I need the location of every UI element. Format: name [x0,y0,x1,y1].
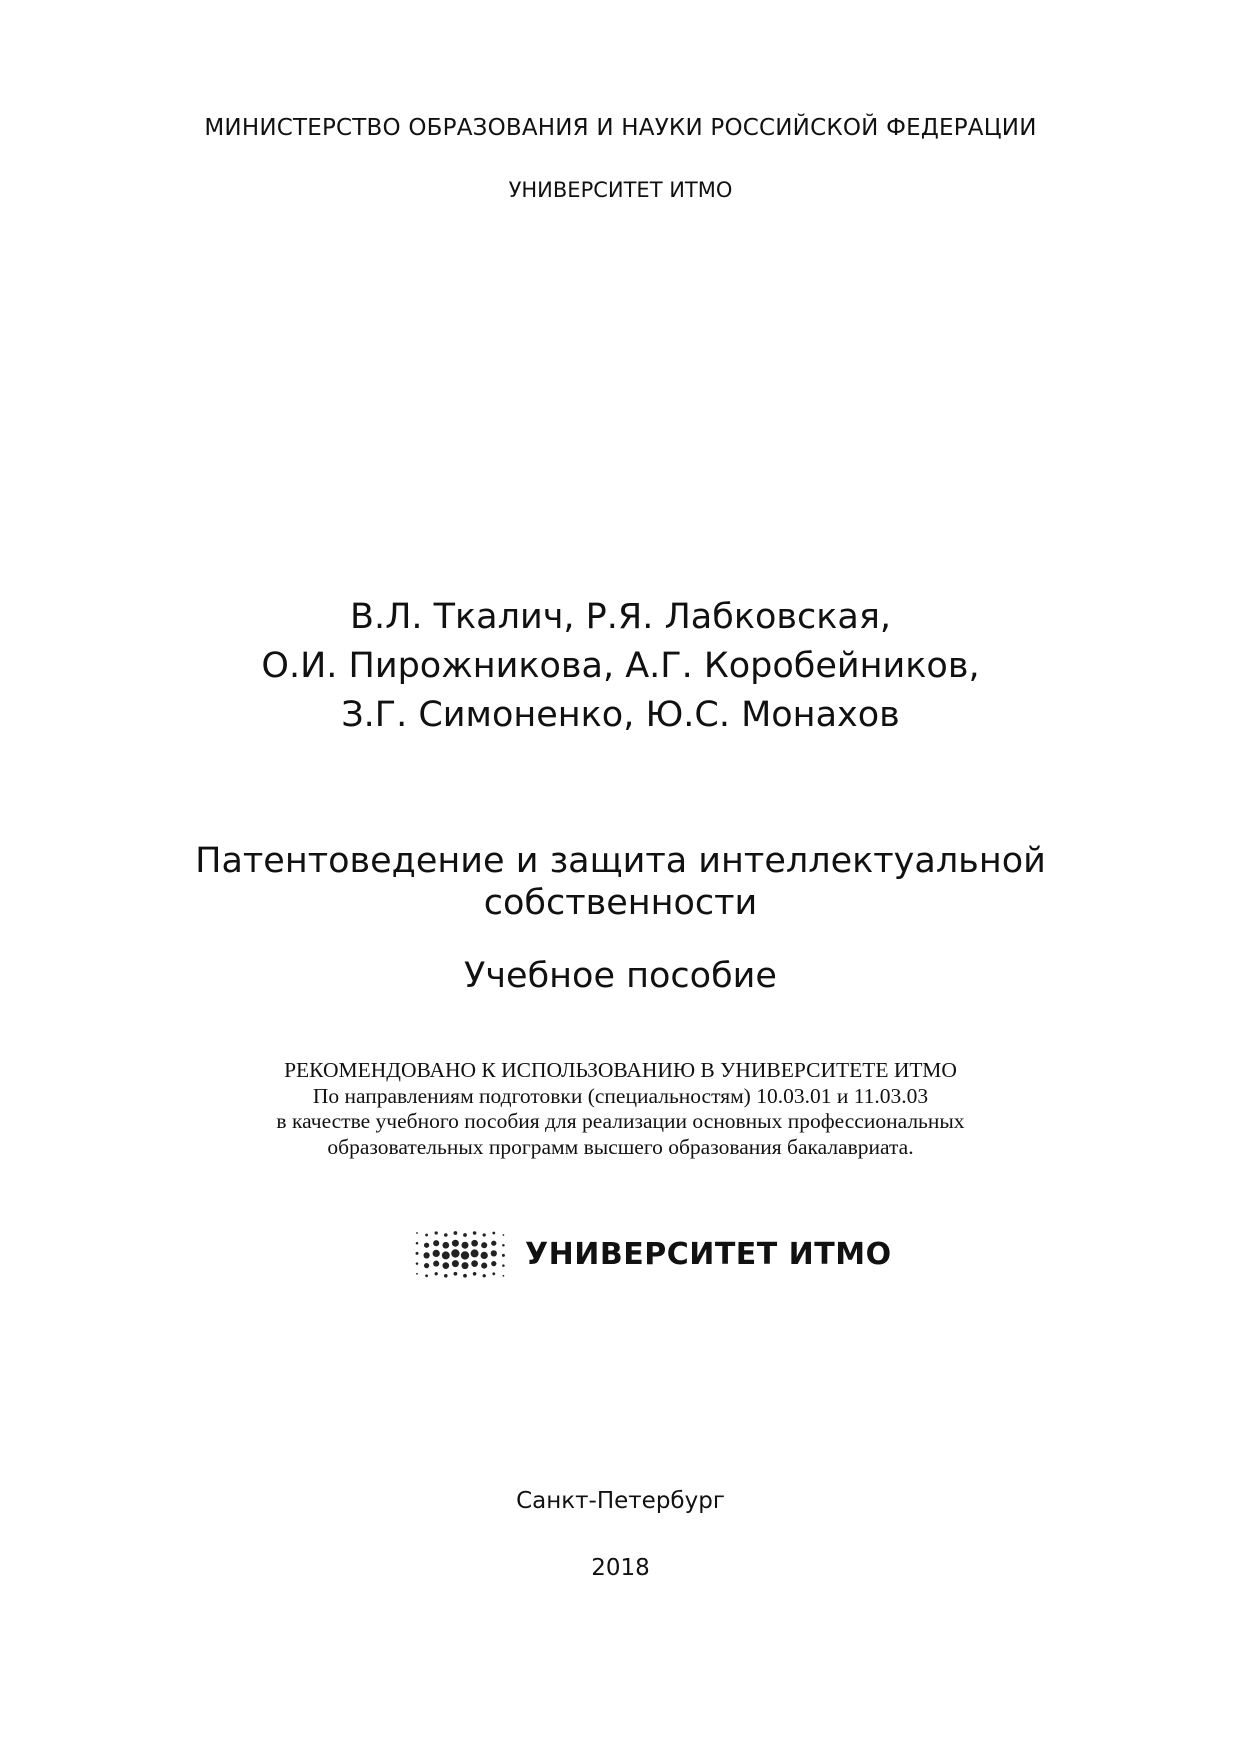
logo-dot [473,1272,477,1276]
logo-dot [491,1261,496,1266]
logo-dot [442,1242,449,1249]
logo-dot [442,1262,449,1269]
logo-dot [483,1233,486,1236]
logo-dot [416,1273,418,1275]
logo-dot [502,1254,505,1257]
logo-dot [481,1242,487,1248]
logo-dot [416,1262,419,1265]
logo-dot [416,1232,418,1234]
logo-text: УНИВЕРСИТЕТ ИТМО [525,1236,892,1272]
recommendation-line: По направлениям подготовки (специальностям) 10.03.01 и 11.03.03 [312,1083,929,1108]
logo-dot [424,1243,429,1248]
logo-dot [503,1234,505,1236]
authors-line: В.Л. Ткалич, Р.Я. Лабковская, [349,597,892,637]
logo-dot [442,1251,450,1259]
logo-dot [424,1263,429,1268]
university-heading: УНИВЕРСИТЕТ ИТМО [508,178,733,202]
authors-line: З.Г. Симоненко, Ю.С. Монахов [341,695,900,735]
logo-dot [463,1233,467,1237]
ministry-heading: МИНИСТЕРСТВО ОБРАЗОВАНИЯ И НАУКИ РОССИЙСКОЙ ФЕДЕРАЦИИ [204,115,1037,141]
logo-dot [433,1240,439,1246]
logo-dot [416,1252,419,1255]
book-subtitle: Учебное пособие [464,956,777,996]
logo-dot [471,1240,478,1247]
logo-dot [492,1272,495,1275]
logo-dot [481,1252,488,1259]
logo-dot [481,1263,487,1269]
logo-dot [423,1252,429,1258]
logo-dot [444,1233,448,1237]
logo-dot [425,1274,428,1277]
logo-dot [502,1264,505,1267]
logo-dot [471,1249,479,1257]
logo-dot [425,1234,428,1237]
logo-dot [416,1242,419,1245]
logo-dot [454,1272,458,1276]
logo-dot [483,1274,486,1277]
logo-dot [444,1274,448,1278]
logo-dot [461,1251,469,1259]
logo-dot [435,1231,438,1234]
itmo-dots-logo-icon [411,1226,511,1282]
authors-block [0,593,1241,740]
logo-dot [463,1274,467,1278]
logo-dot [452,1240,459,1247]
logo-dot [433,1250,440,1257]
logo-dot [452,1260,459,1267]
logo-dot [462,1262,469,1269]
logo-dot [454,1231,458,1235]
book-title [0,840,1241,924]
logo-dot [451,1249,459,1257]
recommendation-line: в качестве учебного пособия для реализации основных профессиональных [276,1109,965,1133]
logo-dot [491,1250,497,1256]
logo-dot [502,1244,505,1247]
book-title-line: собственности [483,883,758,923]
recommendation-line: образовательных программ высшего образования бакалавриата. [327,1134,914,1159]
logo-dot [433,1261,439,1267]
recommendation-block [0,1058,1241,1160]
logo-dot [491,1241,496,1246]
logo-dot [503,1275,505,1277]
authors-line: О.И. Пирожникова, А.Г. Коробейников, [261,646,980,686]
logo-dot [471,1260,478,1267]
itmo-logo [411,1226,892,1282]
publication-city: Санкт-Петербург [516,1488,725,1514]
book-title-line: Патентоведение и защита интеллектуальной [195,841,1046,881]
publication-year: 2018 [591,1555,650,1581]
logo-dot [435,1272,438,1275]
recommendation-line: РЕКОМЕНДОВАНО К ИСПОЛЬЗОВАНИЮ В УНИВЕРСИТЕТЕ ИТМО [284,1058,957,1082]
logo-dot [492,1232,495,1235]
logo-dot [462,1242,469,1249]
logo-dot [473,1231,477,1235]
